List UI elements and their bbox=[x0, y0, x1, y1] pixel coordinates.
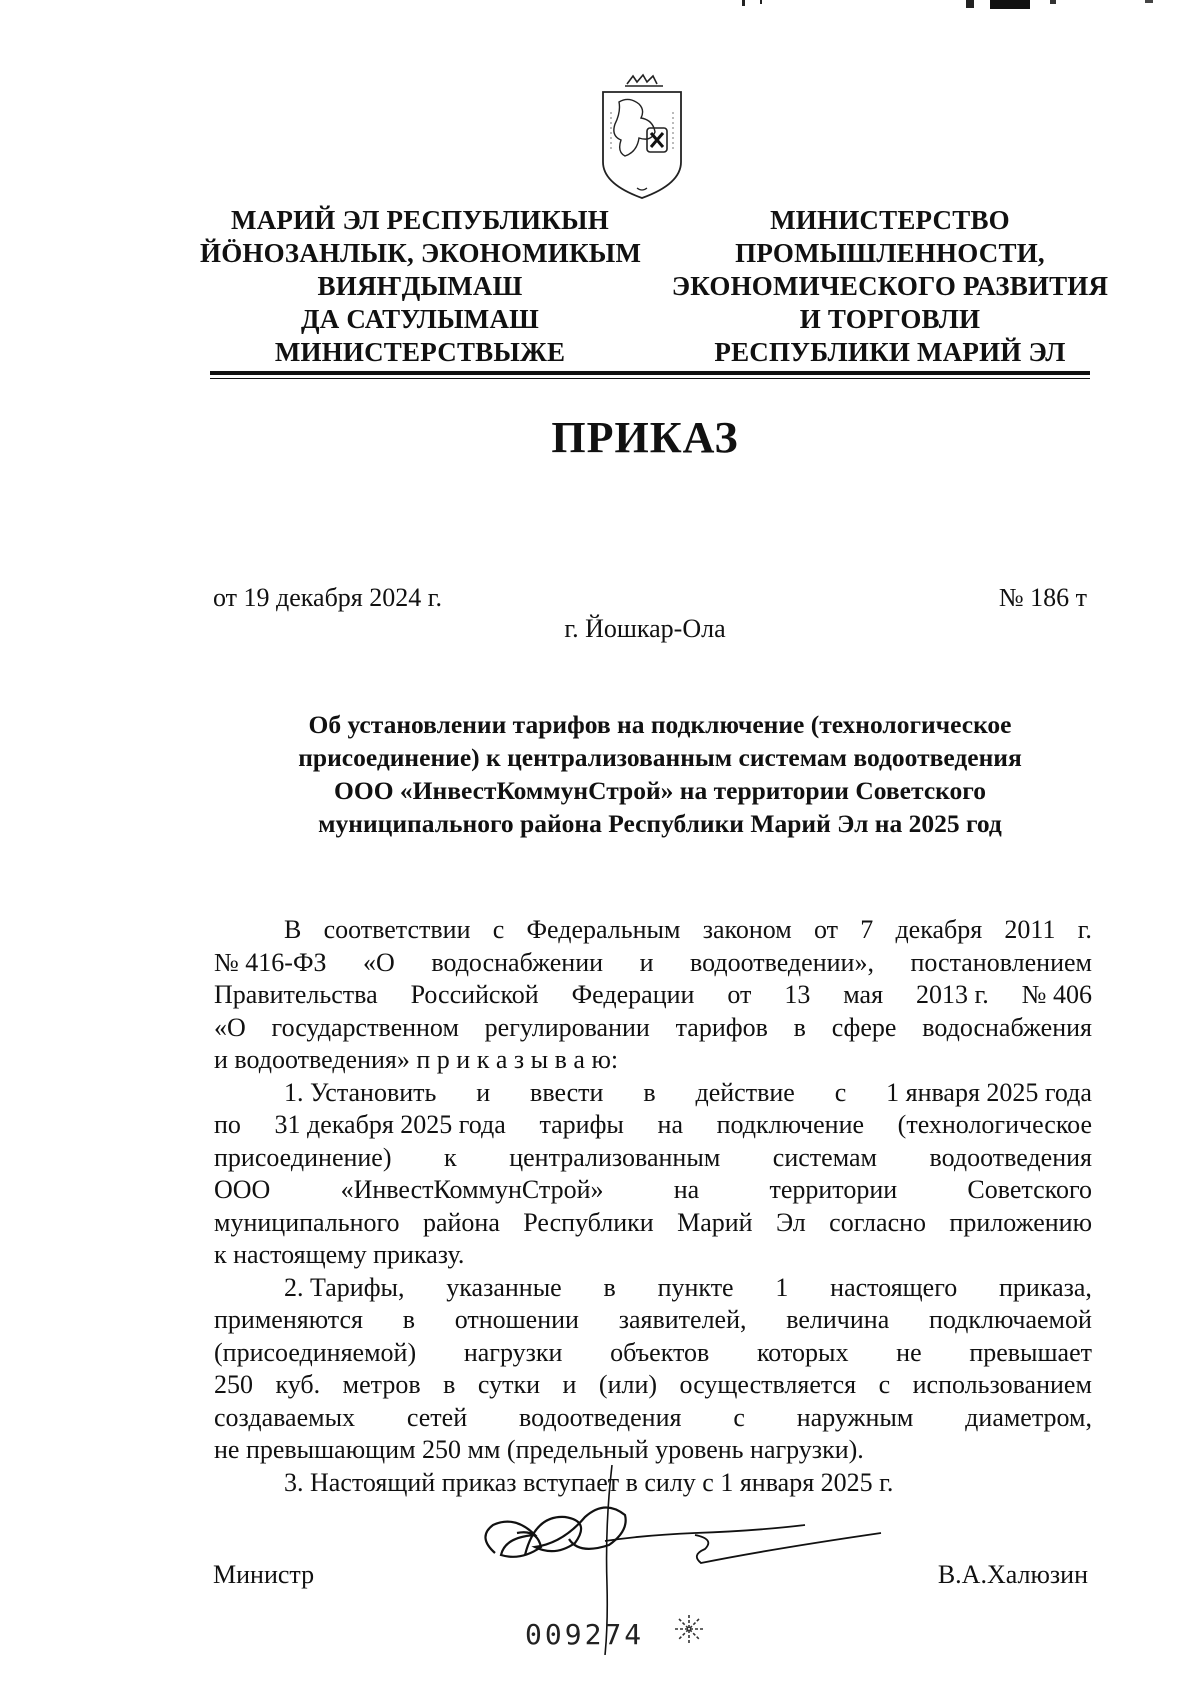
word: в bbox=[402, 1305, 415, 1334]
word: с bbox=[834, 1077, 847, 1107]
word: муниципального bbox=[214, 1207, 400, 1237]
paragraph-line bbox=[214, 914, 1092, 947]
word: и bbox=[562, 1370, 577, 1399]
word: подключаемой bbox=[928, 1305, 1092, 1334]
word: декабря bbox=[895, 915, 983, 944]
word: водоотведения bbox=[518, 1402, 682, 1432]
word: Республики bbox=[523, 1207, 654, 1237]
word: тарифов bbox=[675, 1012, 768, 1042]
word: заявителей, bbox=[618, 1305, 747, 1334]
word: водоснабжения bbox=[922, 1012, 1092, 1042]
paragraph-line bbox=[214, 1174, 1092, 1207]
document-body bbox=[214, 914, 1092, 1499]
subject-line-4: муниципального района Республики Марий Эл на 2025 год bbox=[318, 809, 1002, 838]
word: наружным bbox=[796, 1402, 914, 1432]
word: (технологическое bbox=[897, 1110, 1092, 1139]
word: Федерации bbox=[571, 980, 695, 1009]
word: (или) bbox=[598, 1370, 658, 1399]
document-number: № 186 т bbox=[998, 583, 1087, 612]
word: водоотведении», bbox=[690, 947, 874, 977]
word: водоснабжении bbox=[431, 947, 604, 977]
word: централизованным bbox=[509, 1142, 721, 1172]
header-left-line-4: ДА САТУЛЫМАШ bbox=[300, 304, 540, 334]
header-right-line-4: И ТОРГОВЛИ bbox=[799, 304, 981, 334]
word: настоящего bbox=[830, 1272, 958, 1302]
stamp-star-icon bbox=[672, 1612, 706, 1646]
word: подключение bbox=[716, 1110, 865, 1139]
word: Федеральным bbox=[526, 915, 681, 944]
header-right-line-1: МИНИСТЕРСТВО bbox=[770, 205, 1010, 235]
word: которых bbox=[756, 1337, 849, 1367]
word: объектов bbox=[610, 1337, 710, 1367]
word: приказа, bbox=[999, 1272, 1092, 1302]
word: сетей bbox=[406, 1402, 468, 1432]
word: Российской bbox=[410, 980, 539, 1009]
word: величина bbox=[786, 1305, 890, 1334]
word: и bbox=[476, 1077, 491, 1107]
paragraph-line bbox=[214, 1142, 1092, 1175]
header-ministry-mari bbox=[200, 204, 640, 369]
word: от bbox=[727, 980, 752, 1009]
paragraph-last-line: и водоотведения» п р и к а з ы в а ю: bbox=[214, 1045, 619, 1074]
word: (присоединяемой) bbox=[214, 1337, 417, 1367]
word: «О bbox=[363, 947, 395, 977]
paragraph-line bbox=[214, 979, 1092, 1012]
paragraph-line bbox=[214, 1304, 1092, 1337]
paragraph-last-line: 3. Настоящий приказ вступает в силу с 1 января 2025 г. bbox=[284, 1467, 894, 1497]
document-date: от 19 декабря 2024 г. bbox=[213, 583, 442, 612]
word: на bbox=[673, 1175, 700, 1204]
word: от bbox=[813, 915, 838, 944]
scan-artifacts bbox=[0, 0, 1200, 12]
header-left-line-5: МИНИСТЕРСТВЫЖЕ bbox=[274, 337, 566, 367]
subject-line-3: ООО «ИнвестКоммунСтрой» на территории Советского bbox=[334, 776, 986, 805]
paragraph-line bbox=[214, 1077, 1092, 1110]
word: Советского bbox=[967, 1175, 1092, 1204]
word: постановлением bbox=[910, 947, 1092, 977]
header-divider-thick bbox=[210, 371, 1090, 375]
word: превышает bbox=[969, 1337, 1092, 1367]
word: системам bbox=[772, 1142, 877, 1172]
word: 1 января 2025 года bbox=[886, 1077, 1092, 1107]
word: соответствии bbox=[323, 915, 471, 944]
word: в bbox=[643, 1077, 656, 1107]
header-right-line-2: ПРОМЫШЛЕННОСТИ, bbox=[735, 238, 1045, 268]
word: 31 декабря 2025 года bbox=[274, 1110, 506, 1139]
document-subject bbox=[230, 708, 1090, 840]
word: 13 bbox=[784, 980, 811, 1009]
paragraph-line bbox=[214, 1369, 1092, 1402]
word: приложению bbox=[949, 1207, 1092, 1237]
header-right-line-3: ЭКОНОМИЧЕСКОГО РАЗВИТИЯ bbox=[671, 271, 1109, 301]
word: диаметром, bbox=[965, 1402, 1092, 1432]
word: применяются bbox=[214, 1305, 363, 1334]
word: не bbox=[896, 1337, 922, 1367]
word: с bbox=[878, 1370, 891, 1399]
word: в bbox=[443, 1370, 456, 1399]
word: регулировании bbox=[484, 1012, 650, 1042]
word: действие bbox=[695, 1077, 795, 1107]
paragraph-line bbox=[214, 1402, 1092, 1435]
paragraph-line bbox=[214, 1207, 1092, 1240]
word: законом bbox=[702, 915, 792, 944]
word: куб. bbox=[275, 1370, 321, 1399]
document-title: ПРИКАЗ bbox=[551, 413, 739, 462]
word: тарифы bbox=[539, 1110, 624, 1139]
document-city: г. Йошкар-Ола bbox=[564, 614, 726, 643]
word: в bbox=[603, 1272, 616, 1302]
header-right-line-5: РЕСПУБЛИКИ МАРИЙ ЭЛ bbox=[714, 337, 1066, 367]
word: «ИнвестКоммунСтрой» bbox=[340, 1175, 604, 1204]
word: нагрузки bbox=[463, 1337, 563, 1367]
word: отношении bbox=[454, 1305, 579, 1334]
word: осуществляется bbox=[679, 1370, 857, 1399]
word: согласно bbox=[829, 1207, 927, 1237]
word: 7 bbox=[860, 915, 874, 944]
word: с bbox=[733, 1402, 745, 1432]
word: указанные bbox=[446, 1272, 562, 1302]
header-divider-thin bbox=[210, 378, 1090, 379]
header-left-line-3: ВИЯҤДЫМАШ bbox=[317, 271, 523, 301]
paragraph-last-line: к настоящему приказу. bbox=[214, 1240, 465, 1269]
word: создаваемых bbox=[214, 1402, 356, 1432]
word: водоотведения bbox=[929, 1142, 1092, 1172]
paragraph-3 bbox=[214, 1272, 1092, 1467]
word: пункте bbox=[657, 1272, 734, 1302]
header-left-line-1: МАРИЙ ЭЛ РЕСПУБЛИКЫН bbox=[231, 205, 609, 235]
header-left-line-2: ЙӦНОЗАНЛЫК, ЭКОНОМИКЫМ bbox=[200, 238, 642, 268]
word: 1. Установить bbox=[284, 1077, 437, 1107]
word: г. bbox=[1077, 915, 1092, 944]
word: использованием bbox=[912, 1370, 1092, 1399]
word: метров bbox=[342, 1370, 421, 1399]
word: в bbox=[793, 1012, 806, 1042]
word: по bbox=[214, 1110, 241, 1139]
word: территории bbox=[769, 1175, 898, 1204]
document-serial-stamp: 009274 bbox=[525, 1618, 645, 1651]
signatory-position: Министр bbox=[213, 1560, 315, 1589]
word: 2. Тарифы, bbox=[284, 1272, 405, 1302]
word: В bbox=[284, 915, 302, 944]
coat-of-arms-icon bbox=[597, 72, 687, 204]
word: присоединение) bbox=[214, 1142, 392, 1172]
word: мая bbox=[843, 980, 884, 1009]
word: с bbox=[492, 915, 505, 944]
subject-line-2: присоединение) к централизованным системам водоотведения bbox=[298, 743, 1022, 772]
signatory-name: В.А.Халюзин bbox=[937, 1560, 1088, 1589]
word: ввести bbox=[530, 1077, 604, 1107]
paragraph-line bbox=[214, 1012, 1092, 1045]
word: 2013 г. bbox=[916, 980, 989, 1009]
word: государственном bbox=[271, 1012, 459, 1042]
word: к bbox=[444, 1142, 457, 1172]
word: Марий bbox=[677, 1207, 753, 1237]
word: «О bbox=[214, 1012, 246, 1042]
paragraph-line bbox=[214, 1272, 1092, 1305]
paragraph-last-line: не превышающим 250 мм (предельный уровень нагрузки). bbox=[214, 1435, 864, 1464]
word: 2011 bbox=[1004, 915, 1056, 944]
word: 1 bbox=[775, 1272, 789, 1302]
paragraph-line bbox=[214, 947, 1092, 980]
header-ministry-russian bbox=[670, 204, 1110, 369]
paragraph-2 bbox=[214, 1077, 1092, 1272]
word: 250 bbox=[214, 1370, 253, 1399]
paragraph-1 bbox=[214, 914, 1092, 1077]
word: на bbox=[657, 1110, 683, 1139]
word: сутки bbox=[477, 1370, 540, 1399]
word: Правительства bbox=[214, 980, 378, 1009]
paragraph-line bbox=[214, 1337, 1092, 1370]
word: Эл bbox=[775, 1207, 806, 1237]
word: № 406 bbox=[1021, 980, 1092, 1009]
paragraph-line bbox=[214, 1109, 1092, 1142]
word: ООО bbox=[214, 1175, 271, 1204]
word: № 416-ФЗ bbox=[214, 947, 327, 977]
word: района bbox=[422, 1207, 500, 1237]
word: и bbox=[639, 947, 654, 977]
subject-line-1: Об установлении тарифов на подключение (технологическое bbox=[308, 710, 1012, 739]
word: сфере bbox=[831, 1012, 897, 1042]
